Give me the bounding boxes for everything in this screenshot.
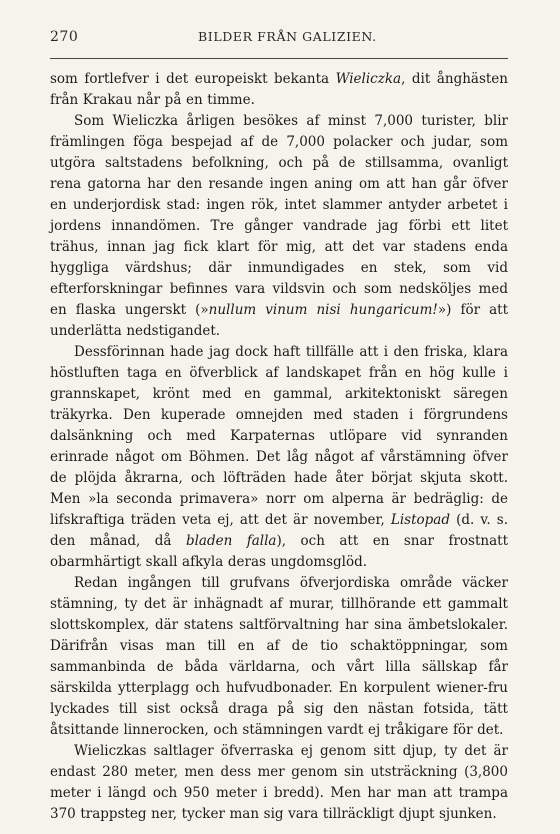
page-number: 270 xyxy=(50,29,79,45)
paragraph: Som Wieliczka årligen besökes af minst 7,000 turister, blir främlingen föga bespejad af de 7,000 polacker och judar, som utgöra saltstadens befolkning, och på de stillsamma, ovanligt rena gatorna har den resande ingen aning om att han går öfver en underjordisk stad: ingen rök, intet slammer antyder arbetet i jordens innandömen. Tre gånger vandrade jag förbi ett litet trähus, innan jag fick klart för mig, att det var stadens enda hyggliga värdshus; där inmundigades en stek, som vid efterforskningar befinnes vara vildsvin och som nedsköljes med en flaska ungerskt (»nullum vinum nisi hungaricum!») för att underlätta nedstigandet. xyxy=(50,113,509,339)
header-rule xyxy=(50,58,508,59)
page-header xyxy=(50,29,524,49)
italic-phrase: nullum vinum nisi hungaricum! xyxy=(208,302,438,318)
paragraph: Dessförinnan hade jag dock haft tillfälle att i den friska, klara höstluften taga en öfverblick af landskapet från en hög kulle i grannskapet, krönt med en gammal, arkitektoniskt säregen träkyrka. Den kuperade omnejden med staden i förgrundens dalsänkning och med Karpaternas utlöpare vid synranden erinrade något om Böhmen. Det låg något af vårstämning öfver de plöjda åkrarna, och löfträden hade åter börjat skjuta skott. Men »la seconda primavera» norr om alperna är bedräglig: de lifskraftiga träden veta ej, att det är november, Listopad (d. v. s. den månad, då bladen falla), och att en snar frostnatt obarmhärtigt skall afkyla deras ungdomsglöd. xyxy=(50,344,508,570)
italic-phrase: bladen falla xyxy=(185,533,277,549)
body-text xyxy=(50,69,508,825)
italic-phrase: Wieliczka xyxy=(335,71,402,87)
running-title: BILDER FRÅN GALIZIEN. xyxy=(198,29,377,44)
paragraph: som fortlefver i det europeiskt bekanta Wieliczka, dit ånghästen från Krakau når på en timme. xyxy=(50,71,508,108)
paragraph: Wieliczkas saltlager öfverraska ej genom sitt djup, ty det är endast 280 meter, men dess mer genom sin utsträckning (3,800 meter i längd och 950 meter i bredd). Men har man att trampa 370 trappsteg ner, tycker man sig vara tillräckligt djupt sjunken. xyxy=(50,743,508,822)
paragraph: Redan ingången till grufvans öfverjordiska område väcker stämning, ty det är inhägnadt af murar, tillhörande ett gammalt slottskomplex, där statens saltförvaltning har sina ämbetslokaler. Därifrån visas man till en af de tio schaktöppningar, som sammanbinda de båda världarna, och vårt lilla sällskap får särskilda ytterplagg och hufvudbonader. En korpulent wiener-fru lyckades till sist också draga på sig den nästan fotsida, tätt åtsittande linnerocken, och stämningen vardt ej tråkigare för det. xyxy=(50,575,508,738)
italic-phrase: Listopad xyxy=(390,512,450,528)
